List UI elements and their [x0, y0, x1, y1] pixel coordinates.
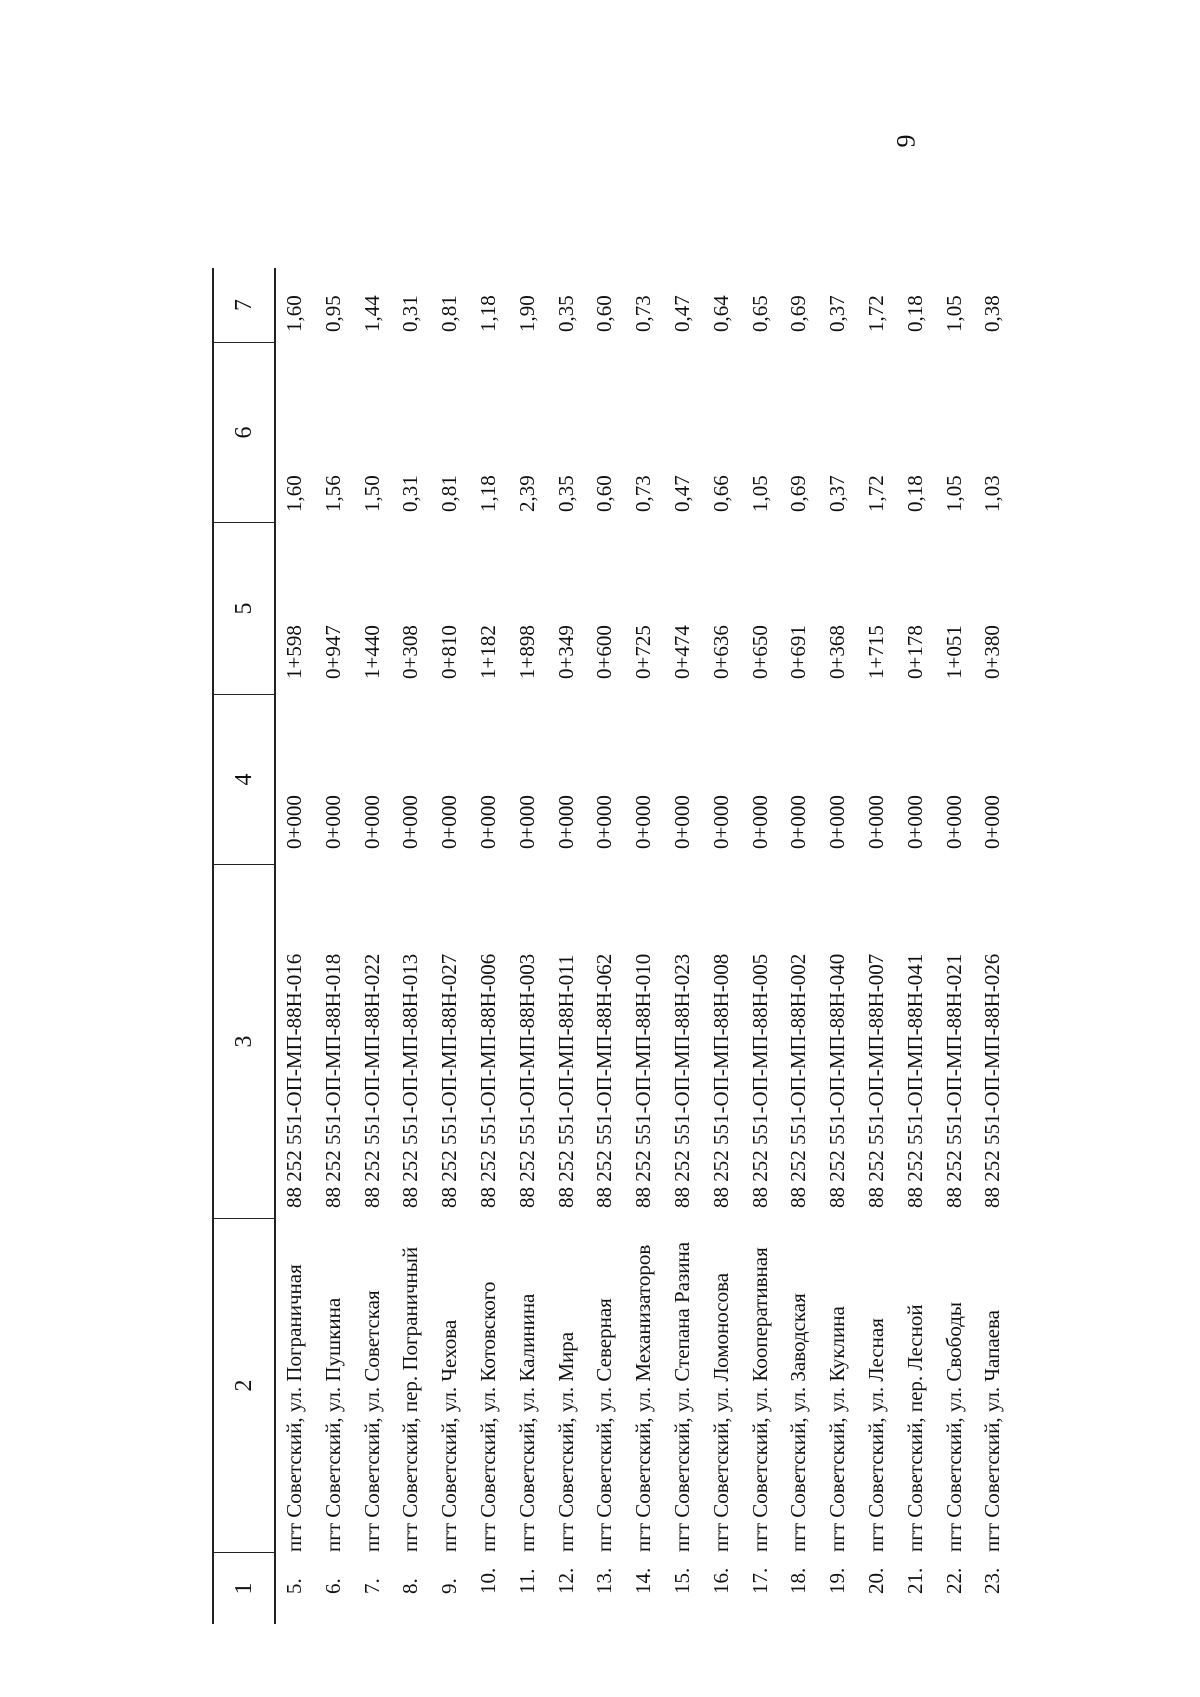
- start-km: 0+000: [359, 795, 384, 849]
- row-number: 20.: [864, 1567, 888, 1594]
- end-km: 0+380: [980, 625, 1005, 679]
- end-km: 0+600: [592, 625, 617, 679]
- length-col-7: 1,44: [359, 295, 384, 332]
- length-col-6: 0,37: [825, 475, 850, 512]
- road-name: пгт Советский, ул. Степана Разина: [670, 1241, 694, 1552]
- end-km: 0+474: [670, 625, 694, 679]
- end-km: 1+051: [941, 625, 966, 679]
- road-name: пгт Советский, ул. Мира: [553, 1331, 578, 1552]
- header-col-6: 6: [214, 342, 274, 522]
- table-row: [856, 268, 896, 1624]
- road-name: пгт Советский, ул. Пушкина: [320, 1297, 345, 1552]
- road-name: пгт Советский, ул. Котовского: [476, 1281, 500, 1552]
- length-col-7: 0,73: [631, 295, 656, 332]
- table-row: [429, 268, 469, 1624]
- row-number: 14.: [631, 1567, 656, 1594]
- row-number: 7.: [359, 1578, 384, 1594]
- start-km: 0+000: [786, 795, 811, 849]
- length-col-7: 0,60: [592, 295, 617, 332]
- row-number: 18.: [786, 1567, 811, 1594]
- end-km: 0+636: [708, 625, 733, 679]
- table-row: [507, 268, 547, 1624]
- row-number: 12.: [553, 1567, 578, 1594]
- end-km: 1+715: [864, 625, 888, 679]
- row-number: 23.: [980, 1567, 1005, 1594]
- end-km: 0+178: [902, 625, 927, 679]
- end-km: 0+810: [437, 625, 462, 679]
- row-number: 9.: [437, 1578, 462, 1594]
- road-code: 88 252 551-ОП-МП-88Н-003: [514, 953, 539, 1208]
- road-code: 88 252 551-ОП-МП-88Н-041: [902, 953, 927, 1208]
- table-row: [352, 268, 392, 1624]
- road-code: 88 252 551-ОП-МП-88Н-008: [708, 953, 733, 1208]
- length-col-7: 0,38: [980, 295, 1005, 332]
- end-km: 1+182: [476, 625, 500, 679]
- road-code: 88 252 551-ОП-МП-88Н-006: [476, 953, 500, 1208]
- road-code: 88 252 551-ОП-МП-88Н-005: [747, 953, 772, 1208]
- length-col-7: 0,95: [320, 295, 345, 332]
- length-col-6: 0,73: [631, 475, 656, 512]
- start-km: 0+000: [864, 795, 888, 849]
- road-name: пгт Советский, ул. Советская: [359, 1290, 384, 1552]
- length-col-7: 0,65: [747, 295, 772, 332]
- length-col-7: 1,60: [282, 295, 306, 332]
- start-km: 0+000: [670, 795, 694, 849]
- length-col-6: 0,60: [592, 475, 617, 512]
- length-col-7: 1,05: [941, 295, 966, 332]
- table-row: [740, 268, 780, 1624]
- header-col-3: 3: [214, 864, 274, 1218]
- start-km: 0+000: [514, 795, 539, 849]
- length-col-7: 0,35: [553, 295, 578, 332]
- length-col-7: 0,37: [825, 295, 850, 332]
- start-km: 0+000: [437, 795, 462, 849]
- road-name: пгт Советский, ул. Кооперативная: [747, 1247, 772, 1552]
- road-code: 88 252 551-ОП-МП-88Н-010: [631, 953, 656, 1208]
- length-col-6: 1,18: [476, 475, 500, 512]
- table-row: [584, 268, 624, 1624]
- length-col-6: 0,18: [902, 475, 927, 512]
- length-col-6: 1,03: [980, 475, 1005, 512]
- road-code: 88 252 551-ОП-МП-88Н-011: [553, 954, 578, 1208]
- table-header: [212, 268, 276, 1624]
- table-row: [468, 268, 508, 1624]
- length-col-6: 1,72: [864, 475, 888, 512]
- road-code: 88 252 551-ОП-МП-88Н-040: [825, 953, 850, 1208]
- row-number: 16.: [708, 1567, 733, 1594]
- length-col-7: 1,18: [476, 295, 500, 332]
- road-name: пгт Советский, ул. Калинина: [514, 1293, 539, 1552]
- length-col-7: 0,69: [786, 295, 811, 332]
- length-col-6: 1,05: [747, 475, 772, 512]
- end-km: 0+308: [398, 625, 423, 679]
- row-number: 10.: [476, 1567, 500, 1594]
- road-name: пгт Советский, ул. Заводская: [786, 1293, 811, 1552]
- table-row: [546, 268, 586, 1624]
- length-col-7: 0,31: [398, 295, 423, 332]
- table-row: [778, 268, 818, 1624]
- length-col-7: 0,47: [670, 295, 694, 332]
- start-km: 0+000: [708, 795, 733, 849]
- row-number: 13.: [592, 1567, 617, 1594]
- length-col-6: 1,50: [359, 475, 384, 512]
- road-name: пгт Советский, ул. Северная: [592, 1298, 617, 1552]
- length-col-6: 1,05: [941, 475, 966, 512]
- length-col-7: 1,90: [514, 295, 539, 332]
- table-row: [662, 268, 702, 1624]
- row-number: 19.: [825, 1567, 850, 1594]
- end-km: 0+691: [786, 625, 811, 679]
- row-number: 6.: [320, 1578, 345, 1594]
- table-row: [895, 268, 935, 1624]
- length-col-6: 0,47: [670, 475, 694, 512]
- length-col-6: 1,60: [282, 475, 306, 512]
- road-name: пгт Советский, пер. Пограничный: [398, 1246, 423, 1552]
- table-row: [972, 268, 1012, 1624]
- table-row: [313, 268, 353, 1624]
- table-row: [390, 268, 430, 1624]
- header-col-4: 4: [214, 694, 274, 864]
- roads-table: [212, 268, 1012, 1624]
- start-km: 0+000: [320, 795, 345, 849]
- road-code: 88 252 551-ОП-МП-88Н-002: [786, 953, 811, 1208]
- row-number: 8.: [398, 1578, 423, 1594]
- table-row: [817, 268, 857, 1624]
- length-col-6: 0,66: [708, 475, 733, 512]
- road-name: пгт Советский, ул. Куклина: [825, 1306, 850, 1552]
- road-name: пгт Советский, ул. Лесная: [864, 1318, 888, 1552]
- road-name: пгт Советский, ул. Ломоносова: [708, 1272, 733, 1552]
- road-name: пгт Советский, ул. Свободы: [941, 1301, 966, 1552]
- header-col-7: 7: [231, 299, 257, 311]
- length-col-7: 0,18: [902, 295, 927, 332]
- length-col-7: 1,72: [864, 295, 888, 332]
- page-number: 9: [891, 134, 921, 148]
- length-col-6: 0,35: [553, 475, 578, 512]
- road-code: 88 252 551-ОП-МП-88Н-007: [864, 953, 888, 1208]
- start-km: 0+000: [980, 795, 1005, 849]
- road-code: 88 252 551-ОП-МП-88Н-021: [941, 953, 966, 1208]
- road-code: 88 252 551-ОП-МП-88Н-013: [398, 953, 423, 1208]
- road-code: 88 252 551-ОП-МП-88Н-022: [359, 953, 384, 1208]
- start-km: 0+000: [902, 795, 927, 849]
- start-km: 0+000: [398, 795, 423, 849]
- road-code: 88 252 551-ОП-МП-88Н-027: [437, 953, 462, 1208]
- length-col-6: 2,39: [514, 475, 539, 512]
- table-row: [701, 268, 741, 1624]
- road-code: 88 252 551-ОП-МП-88Н-023: [670, 953, 694, 1208]
- road-name: пгт Советский, ул. Механизаторов: [631, 1244, 656, 1552]
- road-name: пгт Советский, ул. Чапаева: [980, 1310, 1005, 1552]
- table-row: [274, 268, 314, 1624]
- start-km: 0+000: [941, 795, 966, 849]
- end-km: 0+725: [631, 625, 656, 679]
- road-name: пгт Советский, ул. Чехова: [437, 1319, 462, 1552]
- start-km: 0+000: [747, 795, 772, 849]
- end-km: 0+947: [320, 625, 345, 679]
- header-col-1: 1: [214, 1552, 274, 1624]
- end-km: 1+440: [359, 625, 384, 679]
- start-km: 0+000: [476, 795, 500, 849]
- length-col-6: 1,56: [320, 475, 345, 512]
- start-km: 0+000: [825, 795, 850, 849]
- length-col-6: 0,31: [398, 475, 423, 512]
- road-code: 88 252 551-ОП-МП-88Н-018: [320, 953, 345, 1208]
- row-number: 11.: [514, 1568, 539, 1594]
- road-name: пгт Советский, пер. Лесной: [902, 1304, 927, 1552]
- end-km: 0+368: [825, 625, 850, 679]
- header-col-5: 5: [214, 522, 274, 694]
- start-km: 0+000: [282, 795, 306, 849]
- row-number: 5.: [282, 1578, 306, 1594]
- end-km: 0+650: [747, 625, 772, 679]
- length-col-7: 0,64: [708, 295, 733, 332]
- length-col-6: 0,69: [786, 475, 811, 512]
- road-code: 88 252 551-ОП-МП-88Н-026: [980, 953, 1005, 1208]
- end-km: 1+898: [514, 625, 539, 679]
- row-number: 15.: [670, 1567, 694, 1594]
- length-col-7: 0,81: [437, 295, 462, 332]
- road-name: пгт Советский, ул. Пограничная: [282, 1264, 306, 1552]
- start-km: 0+000: [553, 795, 578, 849]
- road-code: 88 252 551-ОП-МП-88Н-016: [282, 953, 306, 1208]
- start-km: 0+000: [631, 795, 656, 849]
- row-number: 21.: [902, 1567, 927, 1594]
- table-row: [934, 268, 974, 1624]
- table-row: [623, 268, 663, 1624]
- road-code: 88 252 551-ОП-МП-88Н-062: [592, 953, 617, 1208]
- length-col-6: 0,81: [437, 475, 462, 512]
- end-km: 1+598: [282, 625, 306, 679]
- end-km: 0+349: [553, 625, 578, 679]
- header-col-2: 2: [214, 1218, 274, 1552]
- start-km: 0+000: [592, 795, 617, 849]
- row-number: 22.: [941, 1567, 966, 1594]
- row-number: 17.: [747, 1567, 772, 1594]
